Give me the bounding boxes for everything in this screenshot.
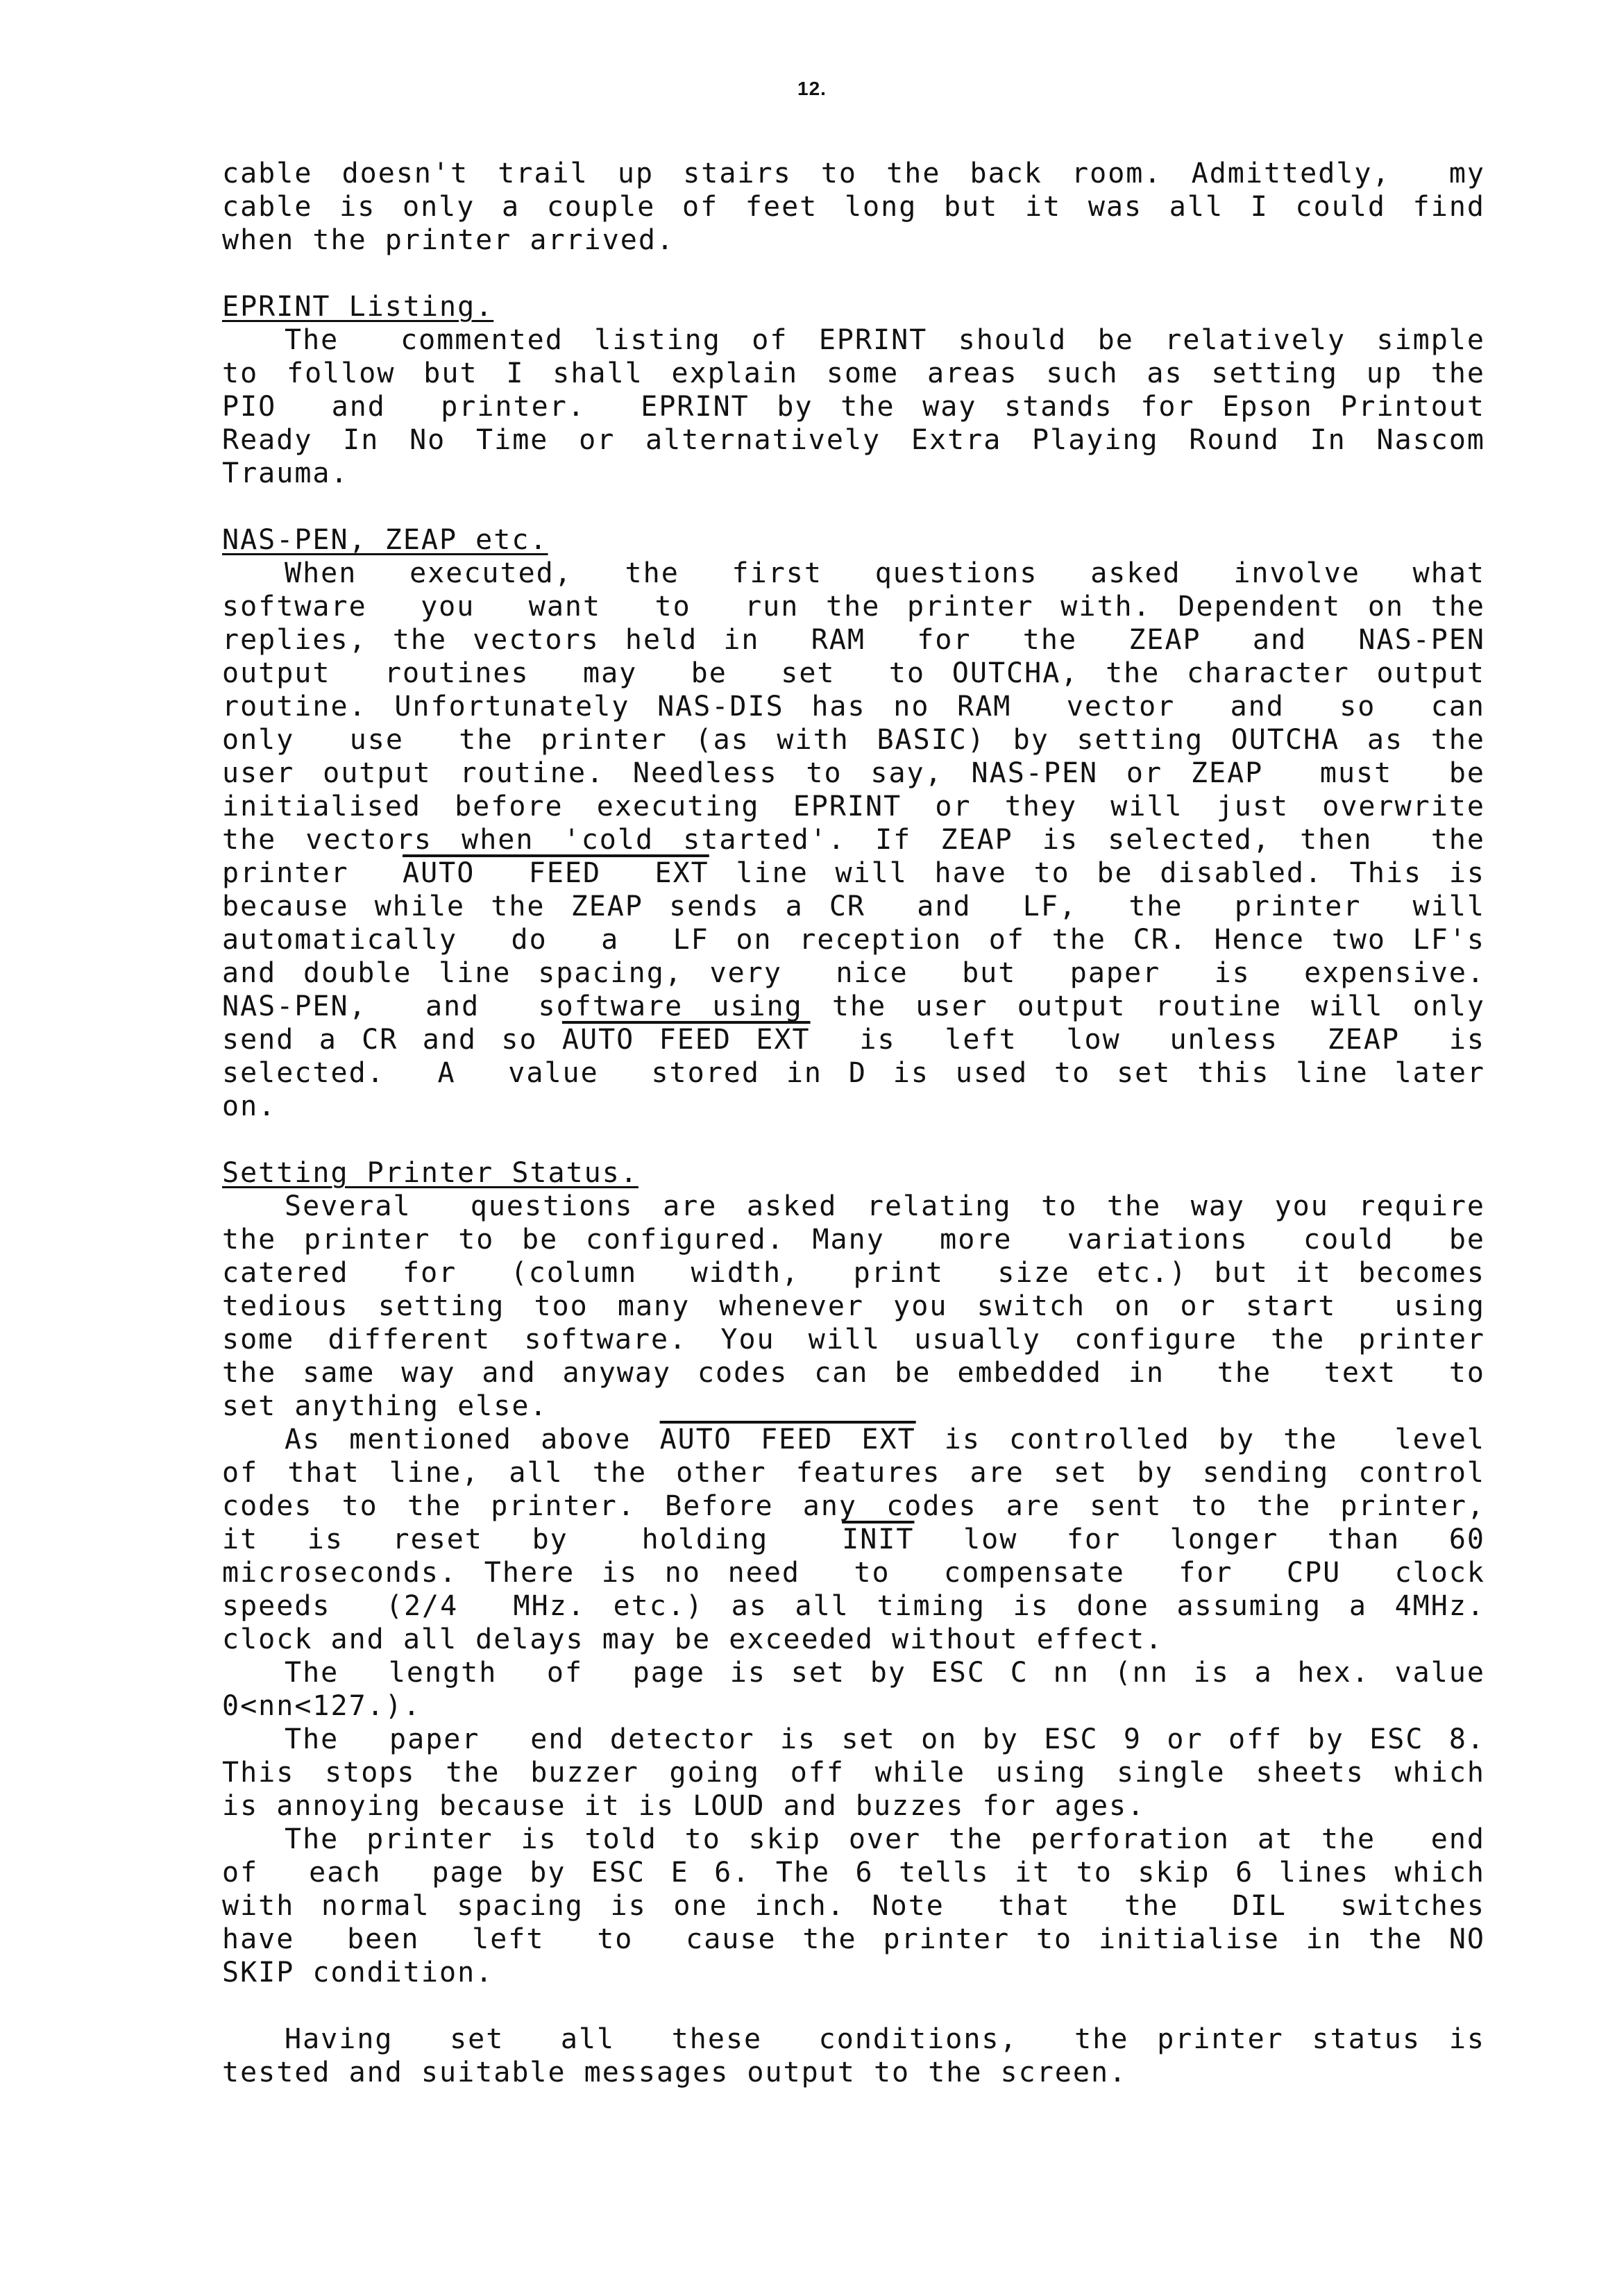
text-line: SKIP condition. bbox=[222, 1957, 494, 1989]
text-line: 0<nn<127.). bbox=[222, 1690, 421, 1722]
text-line: PIO and printer. EPRINT by the way stands for Epson Printout bbox=[222, 391, 1485, 423]
closing-paragraph bbox=[222, 2023, 1485, 2089]
text-line: microseconds. There is no need to compensate for CPU clock bbox=[222, 1557, 1485, 1589]
signal-name: AUTO FEED EXT bbox=[561, 1024, 811, 1056]
text-line-with-overline: send a CR and so AUTO FEED EXT is left low unless ZEAP is bbox=[222, 1024, 1485, 1056]
text-line: to follow but I shall explain some areas such as setting up the bbox=[222, 357, 1485, 389]
text-line: user output routine. Needless to say, NAS-PEN or ZEAP must be bbox=[222, 757, 1485, 789]
text-line: of each page by ESC E 6. The 6 tells it to skip 6 lines which bbox=[222, 1857, 1485, 1889]
text-line: codes to the printer. Before any codes are sent to the printer, bbox=[222, 1490, 1485, 1522]
intro-paragraph bbox=[222, 157, 1485, 257]
text-line: of that line, all the other features are set by sending control bbox=[222, 1457, 1485, 1489]
text-line: some different software. You will usually configure the printer bbox=[222, 1324, 1485, 1356]
text-line: the printer to be configured. Many more variations could be bbox=[222, 1224, 1485, 1256]
section-heading: NAS-PEN, ZEAP etc. bbox=[222, 524, 548, 556]
text-line: NAS-PEN, and software using the user output routine will only bbox=[222, 990, 1485, 1022]
section-setting-printer-status bbox=[222, 1156, 1485, 1989]
page-number: 12. bbox=[797, 78, 827, 99]
text-line: Several questions are asked relating to the way you require bbox=[285, 1190, 1485, 1222]
spacer bbox=[222, 490, 1485, 523]
text-line: The commented listing of EPRINT should be relatively simple bbox=[285, 324, 1485, 356]
text-line: the vectors when 'cold started'. If ZEAP is selected, then the bbox=[222, 824, 1485, 856]
text-line: catered for (column width, print size etc.) but it becomes bbox=[222, 1257, 1485, 1289]
signal-name: INIT bbox=[842, 1523, 915, 1555]
text-line-with-overline: it is reset by holding INIT low for longer than 60 bbox=[222, 1523, 1485, 1555]
text-line: with normal spacing is one inch. Note that the DIL switches bbox=[222, 1890, 1485, 1922]
section-eprint-listing bbox=[222, 290, 1485, 490]
section-naspen-zeap bbox=[222, 523, 1485, 1123]
document-body bbox=[222, 157, 1485, 2089]
text-line: tedious setting too many whenever you switch on or start using bbox=[222, 1290, 1485, 1322]
text-line: set anything else. bbox=[222, 1390, 548, 1422]
spacer bbox=[222, 1989, 1485, 2023]
text-line: selected. A value stored in D is used to set this line later bbox=[222, 1057, 1485, 1089]
text-line: Having set all these conditions, the printer status is bbox=[285, 2023, 1485, 2055]
section-heading: EPRINT Listing. bbox=[222, 291, 494, 323]
text-line: when the printer arrived. bbox=[222, 224, 675, 256]
text-line: software you want to run the printer with. Dependent on the bbox=[222, 591, 1485, 623]
text-line: on. bbox=[222, 1090, 277, 1122]
text-line: When executed, the first questions asked involve what bbox=[285, 557, 1485, 589]
text-line: cable is only a couple of feet long but it was all I could find bbox=[222, 191, 1485, 223]
text-line: replies, the vectors held in RAM for the ZEAP and NAS-PEN bbox=[222, 624, 1485, 656]
signal-name: AUTO FEED EXT bbox=[403, 857, 709, 889]
text-line: speeds (2/4 MHz. etc.) as all timing is done assuming a 4MHz. bbox=[222, 1590, 1485, 1622]
text-line: This stops the buzzer going off while using single sheets which bbox=[222, 1757, 1485, 1789]
text-line: cable doesn't trail up stairs to the back room. Admittedly, my bbox=[222, 158, 1485, 189]
text-line: and double line spacing, very nice but paper is expensive. bbox=[222, 957, 1485, 989]
text-line: automatically do a LF on reception of the CR. Hence two LF's bbox=[222, 924, 1485, 956]
text-line: only use the printer (as with BASIC) by setting OUTCHA as the bbox=[222, 724, 1485, 756]
text-line: because while the ZEAP sends a CR and LF, the printer will bbox=[222, 890, 1485, 922]
text-line: Ready In No Time or alternatively Extra Playing Round In Nascom bbox=[222, 424, 1485, 456]
text-line: have been left to cause the printer to initialise in the NO bbox=[222, 1923, 1485, 1955]
text-line-with-overline: printer AUTO FEED EXT line will have to be disabled. This is bbox=[222, 857, 1485, 889]
text-line: The paper end detector is set on by ESC 9 or off by ESC 8. bbox=[285, 1723, 1485, 1755]
text-line-with-overline: As mentioned above AUTO FEED EXT is controlled by the level bbox=[285, 1424, 1485, 1455]
text-line: output routines may be set to OUTCHA, the character output bbox=[222, 657, 1485, 689]
text-line: is annoying because it is LOUD and buzzes for ages. bbox=[222, 1790, 1146, 1822]
section-heading: Setting Printer Status. bbox=[222, 1157, 638, 1189]
text-line: initialised before executing EPRINT or they will just overwrite bbox=[222, 791, 1485, 822]
text-line: The length of page is set by ESC C nn (nn is a hex. value bbox=[285, 1657, 1485, 1689]
text-line: clock and all delays may be exceeded without effect. bbox=[222, 1623, 1164, 1655]
text-line: tested and suitable messages output to the screen. bbox=[222, 2057, 1128, 2088]
spacer bbox=[222, 257, 1485, 290]
signal-name: AUTO FEED EXT bbox=[659, 1424, 916, 1455]
text-line: routine. Unfortunately NAS-DIS has no RAM vector and so can bbox=[222, 691, 1485, 723]
text-line: Trauma. bbox=[222, 457, 349, 489]
spacer bbox=[222, 1123, 1485, 1156]
text-line: The printer is told to skip over the perforation at the end bbox=[285, 1823, 1485, 1855]
text-line: the same way and anyway codes can be embedded in the text to bbox=[222, 1357, 1485, 1389]
